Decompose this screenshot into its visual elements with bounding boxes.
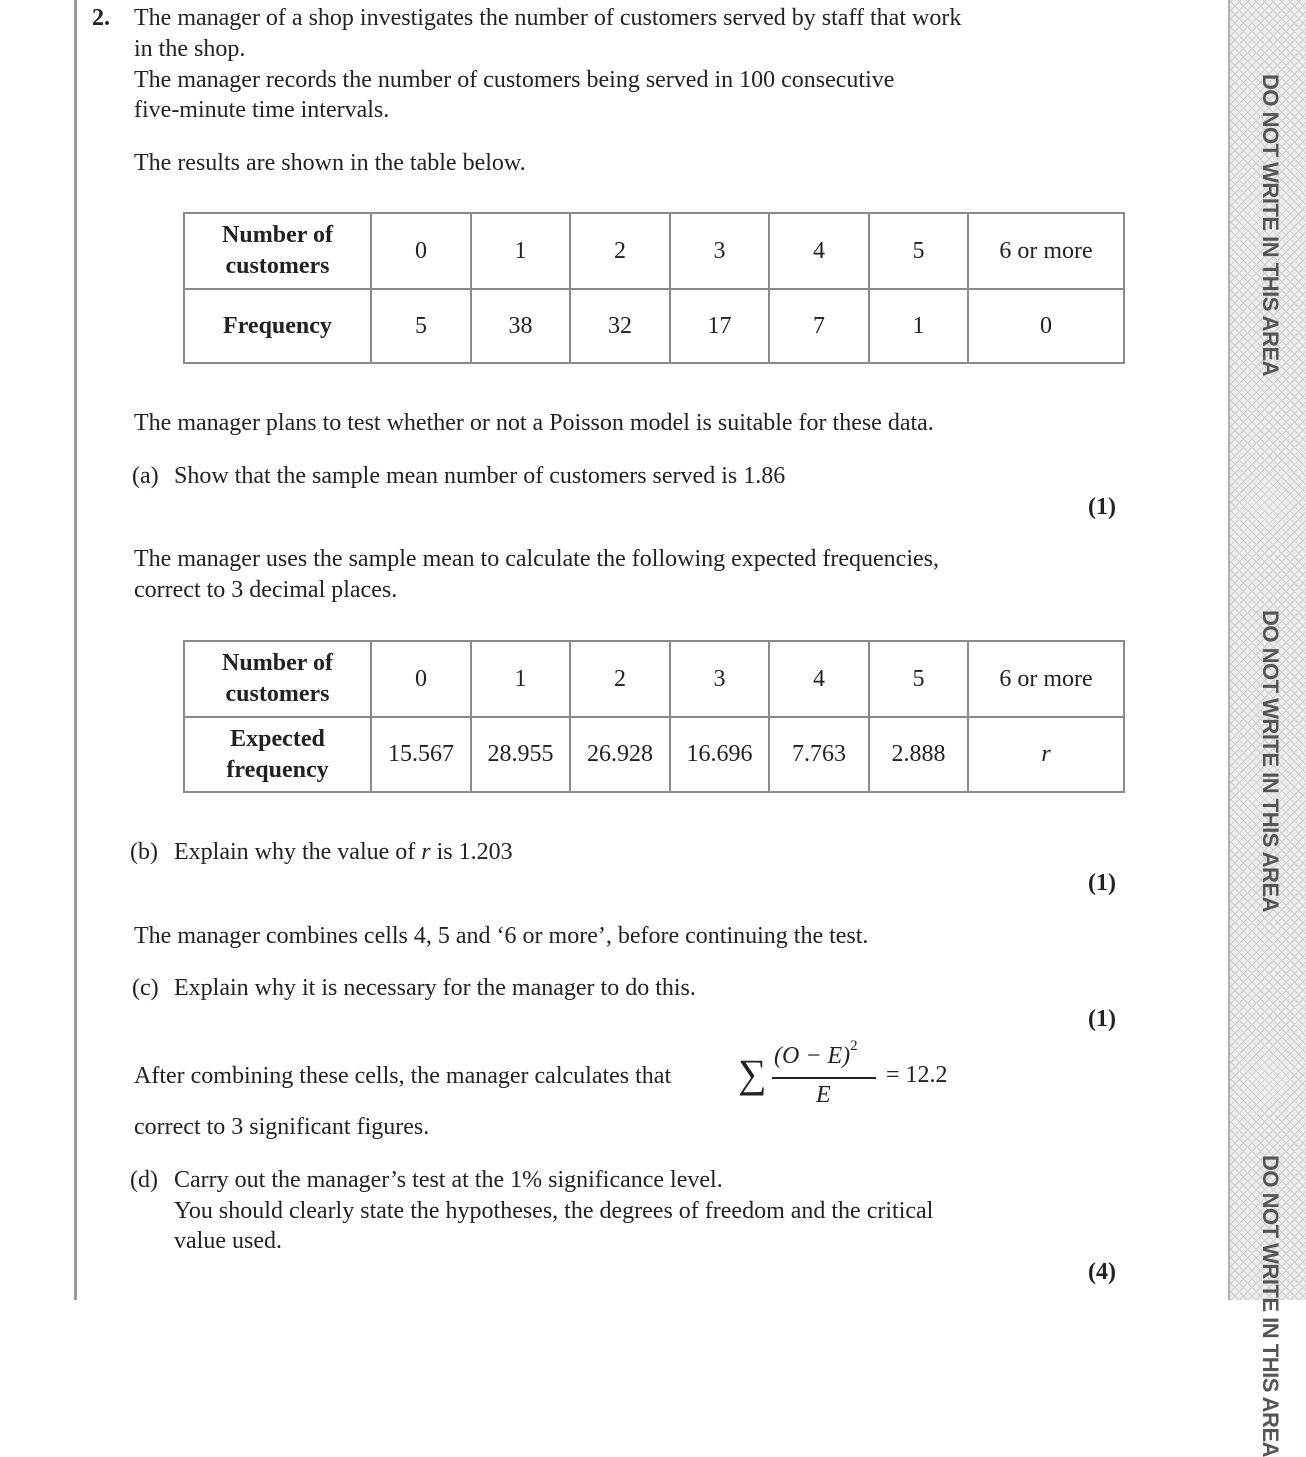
frequency-table	[183, 212, 1125, 364]
part-c-marks: (1)	[1088, 1006, 1116, 1032]
category-cell: 0	[371, 213, 471, 289]
frequency-cell: 1	[869, 289, 968, 363]
part-b-text: Explain why the value of r is 1.203	[174, 839, 513, 865]
frequency-cell: 17	[670, 289, 769, 363]
category-cell: 2	[570, 213, 670, 289]
table-row	[184, 289, 1124, 363]
fraction-bar	[772, 1077, 876, 1079]
category-cell: 4	[769, 641, 869, 717]
page-left-border	[74, 0, 77, 1300]
frequency-cell: 5	[371, 289, 471, 363]
sigma-symbol: ∑	[738, 1051, 767, 1096]
part-b-label: (b)	[130, 839, 158, 865]
intro-line-4: five-minute time intervals.	[134, 97, 390, 123]
part-d-label: (d)	[130, 1167, 158, 1193]
row-header-expected-frequency: Expected frequency	[184, 717, 371, 792]
margin-warning-2: DO NOT WRITE IN THIS AREA	[1258, 610, 1283, 913]
margin-warning-3: DO NOT WRITE IN THIS AREA	[1258, 1155, 1283, 1457]
category-cell: 5	[869, 213, 968, 289]
expected-cell: 26.928	[570, 717, 670, 792]
part-a-marks: (1)	[1088, 494, 1116, 520]
expected-cell-r: r	[968, 717, 1124, 792]
sig-figs-text: correct to 3 significant figures.	[134, 1114, 430, 1140]
category-cell: 0	[371, 641, 471, 717]
expected-cell: 15.567	[371, 717, 471, 792]
intro-line-3: The manager records the number of customers being served in 100 consecutive	[134, 67, 895, 93]
category-cell: 4	[769, 213, 869, 289]
part-a-text: Show that the sample mean number of customers served is 1.86	[174, 463, 786, 489]
part-d-marks: (4)	[1088, 1259, 1116, 1285]
category-cell: 6 or more	[968, 641, 1124, 717]
category-cell: 2	[570, 641, 670, 717]
part-c-label: (c)	[132, 975, 159, 1001]
expected-cell: 28.955	[471, 717, 570, 792]
expected-intro-line-2: correct to 3 decimal places.	[134, 577, 398, 603]
expected-cell: 7.763	[769, 717, 869, 792]
question-number: 2.	[92, 5, 110, 31]
expected-cell: 16.696	[670, 717, 769, 792]
intro-line-2: in the shop.	[134, 36, 246, 62]
table-row	[184, 641, 1124, 717]
row-header-customers: Number of customers	[184, 641, 371, 717]
part-d-line-2: You should clearly state the hypotheses, the degrees of freedom and the critical	[174, 1198, 934, 1224]
expected-intro-line-1: The manager uses the sample mean to calculate the following expected frequencies,	[134, 546, 939, 572]
table-row	[184, 213, 1124, 289]
part-d-line-1: Carry out the manager’s test at the 1% significance level.	[174, 1167, 723, 1193]
part-c-text: Explain why it is necessary for the manager to do this.	[174, 975, 696, 1001]
frequency-cell: 0	[968, 289, 1124, 363]
part-d-line-3: value used.	[174, 1228, 282, 1254]
row-header-frequency: Frequency	[184, 289, 371, 363]
category-cell: 1	[471, 213, 570, 289]
row-header-customers: Number of customers	[184, 213, 371, 289]
formula-denominator: E	[816, 1082, 831, 1108]
combine-text: The manager combines cells 4, 5 and ‘6 or more’, before continuing the test.	[134, 923, 869, 949]
table-row	[184, 717, 1124, 792]
part-b-marks: (1)	[1088, 870, 1116, 896]
category-cell: 5	[869, 641, 968, 717]
frequency-cell: 7	[769, 289, 869, 363]
frequency-cell: 38	[471, 289, 570, 363]
formula-result: = 12.2	[886, 1062, 948, 1088]
formula-numerator: $(O - E)^2$	[774, 1038, 858, 1069]
margin-warning-1: DO NOT WRITE IN THIS AREA	[1258, 74, 1283, 377]
results-intro: The results are shown in the table below.	[134, 150, 526, 176]
intro-line-1: The manager of a shop investigates the number of customers served by staff that work	[134, 5, 962, 31]
category-cell: 6 or more	[968, 213, 1124, 289]
category-cell: 3	[670, 213, 769, 289]
frequency-cell: 32	[570, 289, 670, 363]
formula-lead-text: After combining these cells, the manager calculates that	[134, 1063, 672, 1089]
part-a-label: (a)	[132, 463, 159, 489]
expected-frequency-table	[183, 640, 1125, 793]
category-cell: 3	[670, 641, 769, 717]
expected-cell: 2.888	[869, 717, 968, 792]
poisson-plan: The manager plans to test whether or not a Poisson model is suitable for these data.	[134, 410, 934, 436]
category-cell: 1	[471, 641, 570, 717]
